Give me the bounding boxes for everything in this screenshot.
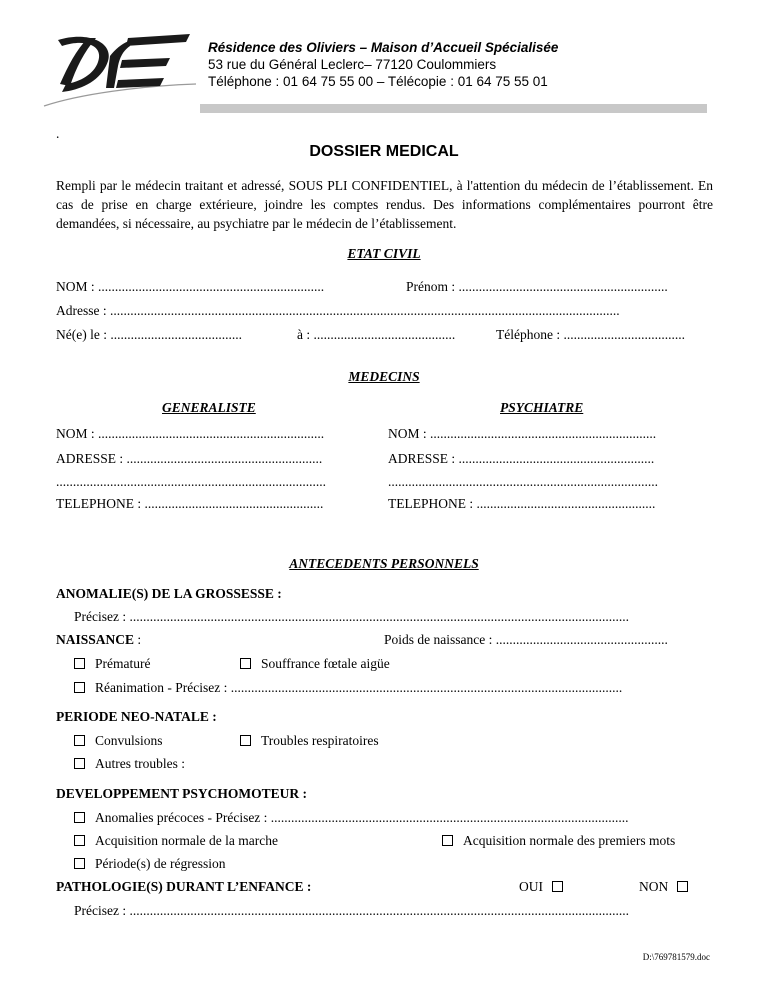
convulsions-checkbox[interactable] <box>74 735 85 746</box>
reanimation-checkbox[interactable] <box>74 682 85 693</box>
convulsions-option[interactable] <box>74 733 163 749</box>
non-label: NON <box>639 879 669 894</box>
troubles-respiratoires-label: Troubles respiratoires <box>261 733 379 748</box>
logo <box>40 26 200 114</box>
naissance-colon: : <box>134 632 142 647</box>
premiers-mots-option[interactable] <box>442 833 675 849</box>
generaliste-heading: GENERALISTE <box>162 400 256 415</box>
premature-checkbox[interactable] <box>74 658 85 669</box>
org-name: Résidence des Oliviers – Maison d’Accueil Spécialisée <box>208 40 559 55</box>
souffrance-label: Souffrance fœtale aigüe <box>261 656 390 671</box>
anomalies-precoces-label: Anomalies précoces - Précisez : .......................................................................................................... <box>95 810 629 825</box>
premature-label: Prématuré <box>95 656 151 671</box>
poids-naissance-field[interactable]: Poids de naissance : ................................................... <box>384 632 668 647</box>
intro-paragraph: Rempli par le médecin traitant et adressé, SOUS PLI CONFIDENTIEL, à l'attention du médecin de l’établissement. En cas de prise en charge extérieure, joindre les comptes rendus. Des informations complémentaires pourront être demandées, si nécessaire, au psychiatre par le médecin de l’établissement. <box>56 178 713 231</box>
section-etat-civil: ETAT CIVIL <box>347 246 421 261</box>
psychiatre-adresse-line2[interactable]: ................................................................................ <box>388 474 658 489</box>
psychomoteur-heading: DEVELOPPEMENT PSYCHOMOTEUR : <box>56 786 308 801</box>
oui-option[interactable] <box>519 879 563 895</box>
naissance-heading <box>56 632 141 648</box>
convulsions-label: Convulsions <box>95 733 163 748</box>
reanimation-option[interactable] <box>74 680 622 696</box>
anomalies-precoces-option[interactable] <box>74 810 629 826</box>
souffrance-checkbox[interactable] <box>240 658 251 669</box>
regression-checkbox[interactable] <box>74 858 85 869</box>
footer-filename: D:\769781579.doc <box>642 952 710 962</box>
generaliste-adresse-field[interactable]: ADRESSE : .......................................................... <box>56 451 323 466</box>
stray-mark: . <box>56 126 60 141</box>
troubles-respiratoires-option[interactable] <box>240 733 379 749</box>
premiers-mots-checkbox[interactable] <box>442 835 453 846</box>
souffrance-option[interactable] <box>240 656 390 672</box>
anomalies-precoces-checkbox[interactable] <box>74 812 85 823</box>
field-ne-le[interactable]: Né(e) le : ....................................... <box>56 327 242 342</box>
non-checkbox[interactable] <box>677 881 688 892</box>
marche-label: Acquisition normale de la marche <box>95 833 278 848</box>
autres-troubles-option[interactable] <box>74 756 185 772</box>
psychiatre-nom-field[interactable]: NOM : ................................................................... <box>388 426 657 441</box>
psychiatre-adresse-field[interactable]: ADRESSE : .......................................................... <box>388 451 655 466</box>
psychiatre-heading: PSYCHIATRE <box>500 400 584 415</box>
grossesse-heading: ANOMALIE(S) DE LA GROSSESSE : <box>56 586 282 601</box>
regression-option[interactable] <box>74 856 225 872</box>
troubles-respiratoires-checkbox[interactable] <box>240 735 251 746</box>
non-option[interactable] <box>639 879 688 895</box>
marche-option[interactable] <box>74 833 278 849</box>
enfance-heading: PATHOLOGIE(S) DURANT L’ENFANCE : <box>56 879 312 894</box>
autres-troubles-checkbox[interactable] <box>74 758 85 769</box>
section-antecedents: ANTECEDENTS PERSONNELS <box>289 556 479 571</box>
naissance-label: NAISSANCE <box>56 632 135 647</box>
grossesse-precisez-field[interactable]: Précisez : .................................................................................................................................................... <box>74 609 629 624</box>
marche-checkbox[interactable] <box>74 835 85 846</box>
reanimation-label: Réanimation - Précisez : .................................................................................................................... <box>95 680 623 695</box>
section-medecins: MEDECINS <box>348 369 420 384</box>
field-adresse[interactable]: Adresse : ....................................................................................................................................................... <box>56 303 620 318</box>
regression-label: Période(s) de régression <box>95 856 226 871</box>
generaliste-nom-field[interactable]: NOM : ................................................................... <box>56 426 325 441</box>
field-nom[interactable]: NOM : ................................................................... <box>56 279 325 294</box>
generaliste-telephone-field[interactable]: TELEPHONE : ..................................................... <box>56 496 324 511</box>
premature-option[interactable] <box>74 656 150 672</box>
page-title: DOSSIER MEDICAL <box>309 143 459 160</box>
org-address: 53 rue du Général Leclerc– 77120 Coulommiers <box>208 57 497 72</box>
field-lieu-naissance[interactable]: à : .......................................... <box>297 327 456 342</box>
autres-troubles-label: Autres troubles : <box>95 756 185 771</box>
oui-checkbox[interactable] <box>552 881 563 892</box>
field-prenom[interactable]: Prénom : .............................................................. <box>406 279 668 294</box>
org-phone-fax: Téléphone : 01 64 75 55 00 – Télécopie : 01 64 75 55 01 <box>208 74 548 89</box>
oui-label: OUI <box>519 879 543 894</box>
premiers-mots-label: Acquisition normale des premiers mots <box>463 833 676 848</box>
enfance-precisez-field[interactable]: Précisez : .................................................................................................................................................... <box>74 903 629 918</box>
neonatale-heading: PERIODE NEO-NATALE : <box>56 709 217 724</box>
psychiatre-telephone-field[interactable]: TELEPHONE : ..................................................... <box>388 496 656 511</box>
field-telephone[interactable]: Téléphone : .................................... <box>496 327 685 342</box>
header-divider <box>200 104 707 113</box>
generaliste-adresse-line2[interactable]: ................................................................................ <box>56 474 326 489</box>
